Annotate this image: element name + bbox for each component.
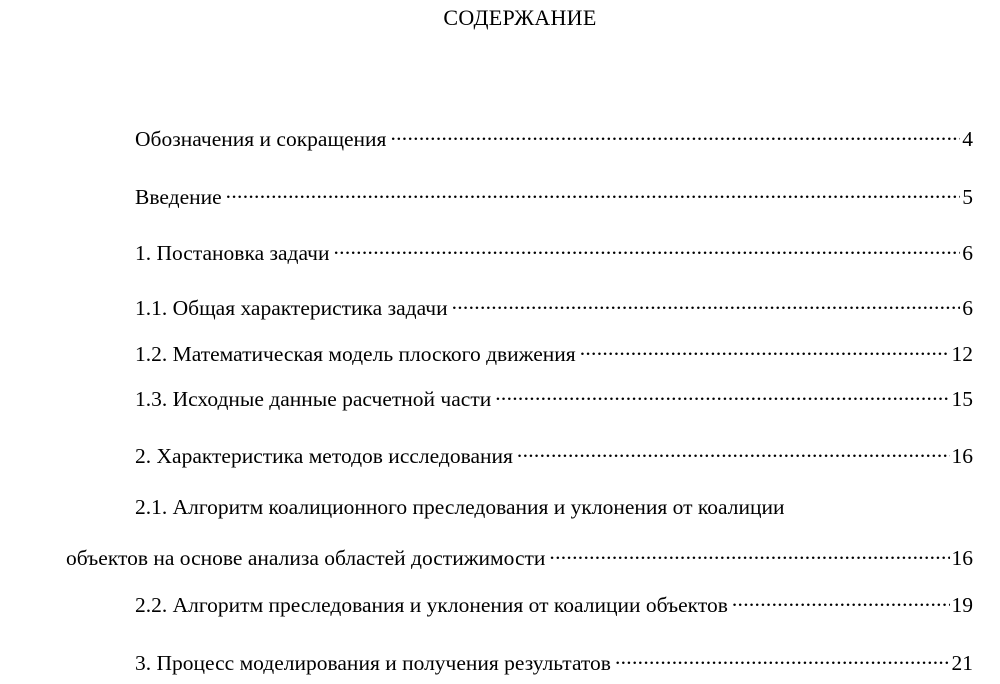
toc-entry[interactable] [135, 437, 973, 469]
toc-dot-leader [517, 437, 950, 463]
toc-entry[interactable] [135, 120, 973, 152]
toc-dot-leader [226, 178, 961, 204]
toc-entry-label: объектов на основе анализа областей достижимости [66, 546, 546, 570]
toc-entry-page: 12 [951, 342, 973, 366]
toc-entry-line2[interactable] [66, 539, 973, 571]
toc-dot-leader [615, 644, 950, 670]
toc-entry-label: 1.2. Математическая модель плоского движения [135, 342, 576, 366]
toc-entry-label: 1. Постановка задачи [135, 241, 330, 265]
toc-entry-line1[interactable] [135, 494, 973, 520]
toc-entry[interactable] [135, 380, 973, 412]
toc-entry-label: 2.1. Алгоритм коалиционного преследования и уклонения от коалиции [135, 495, 785, 519]
toc-entry-page: 19 [951, 593, 973, 617]
toc-entry-label: Введение [135, 185, 222, 209]
toc-entry-page: 6 [962, 296, 973, 320]
toc-entry-page: 5 [962, 185, 973, 209]
toc-entry-page: 21 [951, 651, 973, 675]
toc-entry-page: 15 [951, 387, 973, 411]
toc-dot-leader [333, 234, 960, 260]
toc-entry-label: 2. Характеристика методов исследования [135, 444, 513, 468]
toc-entry-label: 3. Процесс моделирования и получения результатов [135, 651, 611, 675]
toc-entry-page: 16 [951, 444, 973, 468]
toc-dot-leader [390, 120, 960, 146]
toc-dot-leader [580, 335, 950, 361]
toc-dot-leader [495, 380, 949, 406]
toc-dot-leader [549, 539, 949, 565]
toc-entry-page: 16 [951, 546, 973, 570]
toc-dot-leader [732, 586, 950, 612]
toc-entry[interactable] [135, 335, 973, 367]
toc-entry-label: Обозначения и сокращения [135, 127, 387, 151]
toc-dot-leader [452, 289, 961, 315]
page-title: СОДЕРЖАНИЕ [443, 5, 597, 30]
toc-entry-label: 1.3. Исходные данные расчетной части [135, 387, 492, 411]
toc-entry-page: 6 [962, 241, 973, 265]
toc-entry[interactable] [135, 644, 973, 676]
toc-entry-label: 1.1. Общая характеристика задачи [135, 296, 448, 320]
toc-entry-page: 4 [962, 127, 973, 151]
toc-entry-label: 2.2. Алгоритм преследования и уклонения от коалиции объектов [135, 593, 728, 617]
toc-entry[interactable] [135, 234, 973, 266]
toc-entry[interactable] [135, 178, 973, 210]
toc-entry[interactable] [135, 289, 973, 321]
toc-entry[interactable] [135, 586, 973, 618]
